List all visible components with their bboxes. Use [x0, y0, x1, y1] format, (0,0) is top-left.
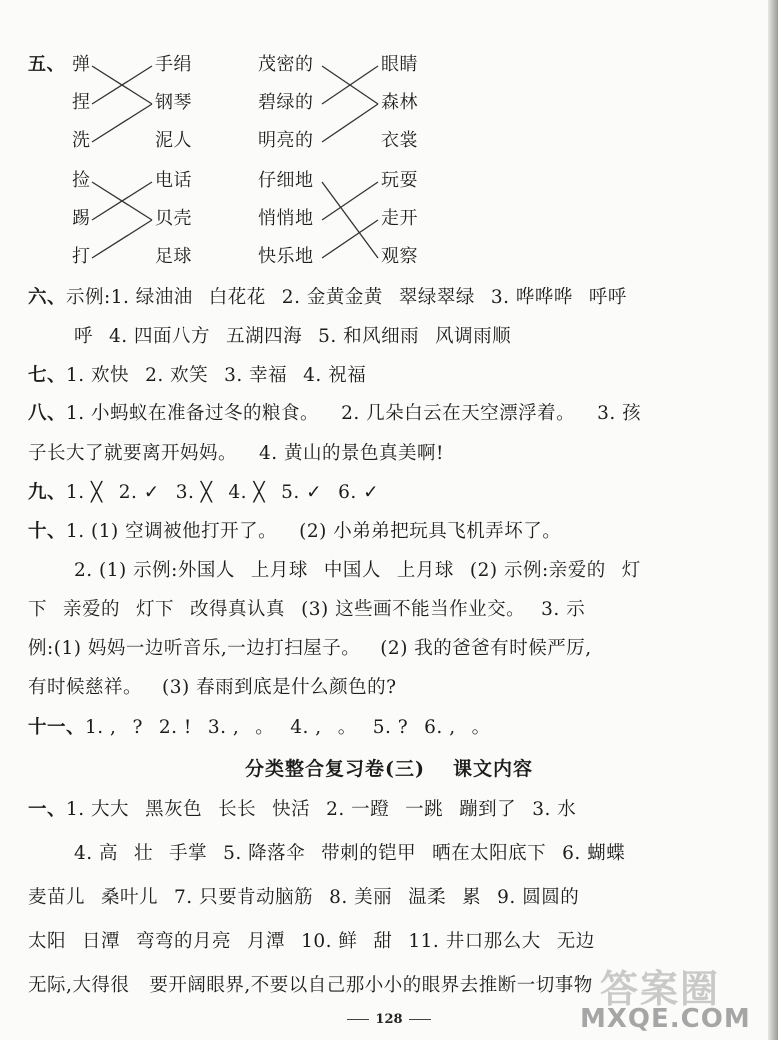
answer-item: 1. 小蚂蚁在准备过冬的粮食。 [66, 403, 320, 424]
answer-item: 月潭 [247, 931, 286, 952]
answer-item: 弯弯的月亮 [136, 931, 232, 952]
answer-item: 3. , [207, 717, 240, 738]
answer-item: 中国人 [323, 560, 381, 581]
answer-item: 2. 几朵白云在天空漂浮着。 [341, 403, 576, 424]
answer-line-q7 [28, 364, 718, 388]
answer-item: 4. 祝福 [303, 365, 367, 386]
watermark-url: MXQE.COM [580, 1004, 751, 1034]
page-number-text: 128 [375, 1012, 403, 1027]
answer-item: 1. , [85, 717, 117, 738]
answer-item: 3. 孩 [597, 403, 642, 424]
answer-item: 桑叶儿 [101, 887, 159, 908]
match-word: 手绢 [155, 54, 192, 75]
match-word: 泥人 [155, 130, 192, 151]
answer-item: 11. 井口那么大 [408, 931, 541, 952]
match-word: 弹 [72, 54, 91, 75]
answer-item: 太阳 [28, 931, 67, 952]
match-line [322, 104, 378, 142]
answer-item: 1. ╳ [66, 482, 103, 503]
answer-item: 。 [471, 717, 491, 738]
answer-item: (2) 示例:亲爱的 [469, 560, 606, 581]
footer-dash [347, 1019, 369, 1020]
watermark [580, 958, 770, 1038]
answer-item: 2. 一蹬 [326, 799, 390, 820]
answer-line-q11 [28, 716, 718, 740]
section-title-main: 分类整合复习卷(三) [245, 758, 425, 780]
match-word: 足球 [155, 246, 192, 267]
answer-item: (2) 我的爸爸有时候严厉, [380, 638, 592, 659]
match-word: 眼睛 [381, 54, 418, 75]
answer-item: 手掌 [169, 843, 208, 864]
answer-item: 5. 和风细雨 [318, 326, 420, 347]
answer-line-q10-4 [28, 637, 718, 661]
answer-item: 5. ? [372, 717, 409, 738]
match-word: 钢琴 [155, 92, 192, 113]
answer-item: 1. 欢快 [66, 365, 130, 386]
question-number: 九、 [28, 482, 67, 503]
answer-item: 6. ✓ [338, 482, 380, 503]
question-number: 七、 [28, 365, 67, 386]
match-word: 捏 [72, 92, 91, 113]
answer-item: 3. 哗哗哗 [490, 287, 573, 308]
answer-item: 6. 蝴蝶 [562, 843, 626, 864]
match-word: 明亮的 [258, 130, 314, 151]
answer-item: 。 [337, 717, 357, 738]
answer-item: 日潭 [82, 931, 121, 952]
answer-item: 长长 [218, 799, 257, 820]
answer-item: 7. 只要肯动脑筋 [174, 887, 314, 908]
answer-line-s3-q1-2 [74, 842, 764, 866]
match-word: 贝壳 [155, 208, 192, 229]
match-word: 捡 [72, 170, 91, 191]
match-word: 碧绿的 [258, 92, 314, 113]
match-word: 悄悄地 [258, 208, 314, 229]
answer-item: ? [132, 717, 143, 738]
answer-item: 一跳 [405, 799, 444, 820]
answer-item: 。 [255, 717, 275, 738]
question-number: 一、 [28, 799, 67, 820]
answer-item: 5. ✓ [281, 482, 323, 503]
answer-line-s3-q1-4 [28, 930, 718, 954]
match-line [92, 220, 152, 258]
answer-item: (3) 春雨到底是什么颜色的? [162, 677, 397, 698]
answer-item: 2. (1) 示例:外国人 [74, 560, 235, 581]
answer-line-s3-q1-3 [28, 886, 718, 910]
answer-item: 示例:1. 绿油油 [66, 287, 193, 308]
answer-item: 呼 [74, 326, 94, 347]
answer-line-q9 [28, 481, 718, 505]
answer-item: 蹦到了 [459, 799, 517, 820]
answer-item: 3. 示 [541, 599, 586, 620]
answer-item: 亲爱的 [63, 599, 121, 620]
match-word: 仔细地 [258, 170, 314, 191]
answer-item: 2. ! [158, 717, 192, 738]
match-word: 森林 [381, 92, 418, 113]
answer-item: 例:(1) 妈妈一边听音乐,一边打扫屋子。 [28, 638, 361, 659]
question-number: 六、 [28, 287, 67, 308]
match-word: 走开 [381, 208, 418, 229]
answer-item: 8. 美丽 [329, 887, 393, 908]
answer-item: 3. ╳ [175, 482, 213, 503]
answer-line-q10-5 [28, 676, 718, 700]
answer-item: 累 [462, 887, 482, 908]
answer-line-s3-q1 [28, 798, 718, 822]
answer-item: 上月球 [396, 560, 454, 581]
match-word: 洗 [72, 130, 91, 151]
answer-line-q10 [28, 520, 718, 544]
answer-line-q8-cont [28, 442, 718, 466]
answer-item: 2. 金黄金黄 [281, 287, 383, 308]
answer-item: 甜 [373, 931, 393, 952]
answer-line-q6-cont [74, 325, 764, 349]
question-number: 十、 [28, 521, 67, 542]
answer-item: 有时候慈祥。 [28, 677, 143, 698]
answer-item: 白花花 [208, 287, 266, 308]
match-word: 快乐地 [258, 246, 314, 267]
answer-item: 无际,大得很 [28, 975, 130, 996]
footer-dash [409, 1019, 431, 1020]
section-title-sub: 课文内容 [452, 758, 533, 780]
answer-line-q8 [28, 402, 718, 426]
answer-item: 温柔 [408, 887, 447, 908]
question-number: 十一、 [28, 717, 86, 738]
answer-line-q6 [28, 286, 718, 310]
answer-item: 2. 欢笑 [145, 365, 209, 386]
match-word: 观察 [381, 246, 418, 267]
answer-item: 4. , [290, 717, 322, 738]
match-word: 踢 [72, 208, 91, 229]
answer-item: 灯下 [136, 599, 175, 620]
answer-item: 2. ✓ [118, 482, 160, 503]
answer-item: 晒在太阳底下 [432, 843, 547, 864]
answer-item: 带刺的铠甲 [321, 843, 417, 864]
answer-item: 翠绿翠绿 [398, 287, 475, 308]
answer-line-q10-2 [74, 559, 764, 583]
answer-item: 3. 水 [532, 799, 577, 820]
match-line [322, 182, 378, 220]
match-word: 衣裳 [381, 130, 418, 151]
answer-item: 改得真认真 [190, 599, 286, 620]
match-line [322, 182, 378, 258]
answer-item: 黑灰色 [145, 799, 203, 820]
answer-item: 麦苗儿 [28, 887, 86, 908]
answer-item: (3) 这些画不能当作业交。 [301, 599, 526, 620]
answer-item: 快活 [272, 799, 311, 820]
question-number: 八、 [28, 403, 67, 424]
answer-item: 3. 幸福 [224, 365, 288, 386]
match-line [322, 220, 378, 258]
answer-item: 要开阔眼界,不要以自己那小小的眼界去推断一切事物 [149, 975, 593, 996]
answer-item: 下 [28, 599, 48, 620]
answer-item: (2) 小弟弟把玩具飞机弄坏了。 [299, 521, 562, 542]
match-word: 玩耍 [381, 170, 418, 191]
answer-item: 五湖四海 [226, 326, 303, 347]
answer-item: 9. 圆圆的 [497, 887, 580, 908]
answer-item: 呼呼 [588, 287, 627, 308]
section-title [0, 754, 778, 781]
match-word: 茂密的 [258, 54, 314, 75]
answer-item: 6. , [424, 717, 456, 738]
match-word: 电话 [155, 170, 192, 191]
answer-item: 4. 四面八方 [109, 326, 211, 347]
answer-line-q10-3 [28, 598, 718, 622]
answer-item: 10. 鲜 [301, 931, 358, 952]
answer-item: 子长大了就要离开妈妈。 [28, 443, 238, 464]
watermark-logo-text: 答案圈 [600, 967, 721, 1011]
answer-item: 1. (1) 空调被他打开了。 [66, 521, 278, 542]
question-number: 五、 [28, 54, 65, 75]
answer-item: 灯 [621, 560, 641, 581]
match-line [92, 104, 152, 142]
answer-item: 无边 [556, 931, 595, 952]
answer-item: 1. 大大 [66, 799, 130, 820]
answer-item: 壮 [134, 843, 154, 864]
answer-item: 4. ╳ [228, 482, 266, 503]
answer-item: 5. 降落伞 [223, 843, 306, 864]
answer-item: 4. 黄山的景色真美啊! [259, 443, 444, 464]
answer-item: 上月球 [250, 560, 308, 581]
page-binding-edge [768, 0, 778, 1040]
answer-item: 4. 高 [74, 843, 119, 864]
match-word: 打 [72, 246, 91, 267]
answer-item: 风调雨顺 [435, 326, 512, 347]
